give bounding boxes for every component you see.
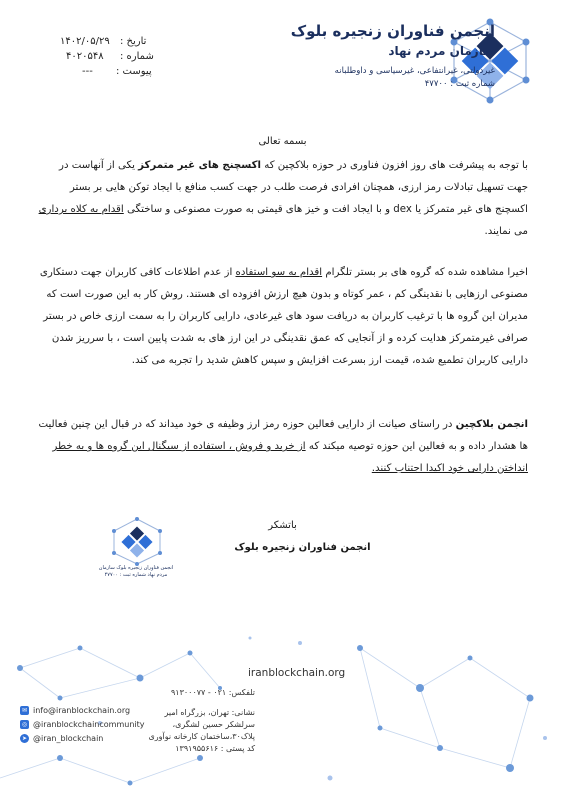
basmala: بسمه تعالی — [258, 136, 307, 147]
org-type: غیردولتی، غیرانتفاعی، غیرسیاسی و داوطلبانه — [334, 66, 495, 76]
phone-fax: تلفکس: ۰۲۱ - ۹۱۳۰۰۰۷۷ — [170, 688, 255, 697]
stamp-text: انجمن فناوران زنجیره بلوک سازمان مردم نهاد شماره ثبت : ۴۷۷۰۰ — [98, 565, 174, 578]
attachment-label: پیوست : — [116, 66, 152, 77]
paragraph-1: با توجه به پیشرفت های روز افزون فناوری در حوزه بلاکچین که اکسچنج های غیر متمرکز یکی از آنهاست در جهت تسهیل تبادلات رمز ارزی، همچنان افرادی فرصت طلب در جهت کسب منافع با ایجاد توکن هایی بر بستر اکسچنج های غیر متمرکز یا dex و با ایجاد افت و خیز های قیمتی به صورت مصنوعی و ساختگی اقدام به کلاه برداری می نمایند. — [38, 160, 528, 237]
postal-code: کد پستی : ۱۳۹۱۹۵۵۶۱۶ — [175, 744, 255, 753]
registration-number: شماره ثبت : ۴۷۷۰۰ — [424, 79, 495, 89]
paragraph-3: انجمن بلاکچین در راستای صیانت از دارایی فعالین حوزه رمز ارز وظیفه ی خود میداند که در قبال این چنین فعالیت ها هشدار داده و به فعالین این حوزه توصیه میکند که از خرید و فروش ، استفاده از سیگنال این گروه ها و به خطر انداختن دارایی خود اکیدا اجتناب کنند. — [38, 419, 528, 474]
bold-phrase: اکسچنج های غیر متمرکز — [138, 160, 261, 171]
email-text: info@iranblockchain.org — [33, 706, 131, 715]
address-line-2: سرلشکر حسین لشگری، — [172, 720, 255, 729]
date-value: ۱۴۰۲/۰۵/۲۹ — [60, 36, 110, 47]
underlined-phrase: اقدام به کلاه برداری — [38, 204, 124, 215]
closing-thanks: باتشکر — [268, 520, 297, 531]
instagram-icon: ◎ — [21, 721, 28, 728]
instagram-text: @iranblockchaincommunity — [33, 720, 145, 729]
email-icon: ✉ — [21, 707, 28, 714]
bold-phrase: انجمن بلاکچین — [455, 419, 528, 430]
underlined-phrase: از خرید و فروش ، استفاده از سیگنال این گروه ها و به خطر انداختن دارایی خود اکیدا اجتناب کنند. — [52, 441, 528, 474]
signature-org: انجمن فناوران زنجیره بلوک — [234, 542, 371, 553]
telegram-contact[interactable] — [20, 734, 103, 743]
telegram-icon: ➤ — [21, 735, 28, 742]
number-label: شماره : — [120, 51, 154, 62]
email-contact[interactable] — [20, 706, 130, 715]
instagram-contact[interactable] — [20, 720, 145, 729]
number-value: ۴۰۲۰۵۴۸ — [66, 51, 104, 62]
attachment-value: --- — [82, 66, 93, 77]
paragraph-2: اخیرا مشاهده شده که گروه های بر بستر تلگرام اقدام به سو استفاده از عدم اطلاعات کافی کاربران جهت دستکاری مصنوعی ارزهایی با نقدینگی کم ، عمر کوتاه و بدون هیچ ارزش افزوده ای هستند. روش کار به این صورت است که مدیران این گروه ها با ترغیب کاربران به دریافت سود های غیرعادی، دارایی کاربران را به سمت ارزی خاص در بستر صرافی غیرمتمرکز هدایت کرده و از آنجایی که عمق نقدینگی در این ارز های به شدت پایین است ، با سرریز شدن دارایی کاربران تطمیع شده، قیمت ارز بسرعت افزایش و سپس کاهش شدید را تجربه می کند. — [39, 267, 528, 366]
date-label: تاریخ : — [120, 36, 147, 47]
telegram-text: @iran_blockchain — [33, 734, 104, 743]
address-line-3: پلاک۳۰،ساختمان کارخانه نوآوری — [148, 732, 255, 741]
org-subtitle: سازمان مردم نهاد — [388, 44, 495, 58]
website-link[interactable]: iranblockchain.org — [248, 667, 346, 679]
org-title: انجمن فناوران زنجیره بلوک — [290, 22, 495, 40]
underlined-phrase: اقدام به سو استفاده — [235, 267, 323, 278]
address-line-1: نشانی: تهران، بزرگراه امیر — [164, 708, 255, 717]
